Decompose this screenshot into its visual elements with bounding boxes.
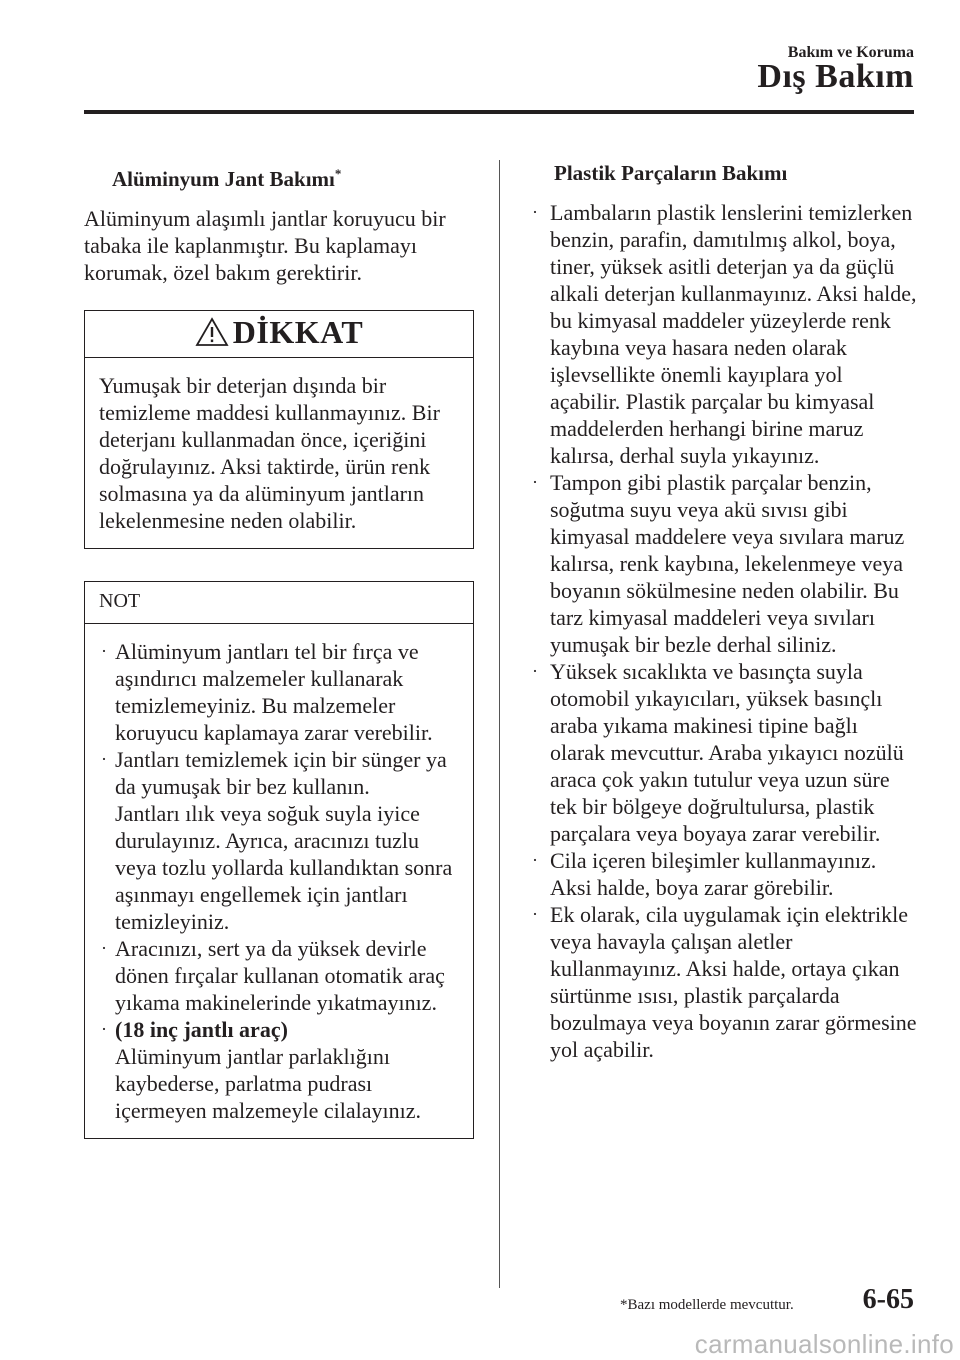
note-item: · Aracınızı, sert ya da yüksek devirle dönen fırçalar kullanan otomatik araç yıkama makinelerinde yıkatmayınız. [101, 936, 445, 1015]
bullet-icon: · [532, 850, 538, 870]
bullet-icon: · [532, 661, 538, 681]
heading-text: Alüminyum Jant Bakımı [112, 167, 335, 191]
list-item: · Tampon gibi plastik parçalar benzin, soğutma suyu veya akü sıvısı gibi kimyasal maddelere veya sıvılara maruz kalırsa, renk kaybına, lekelenmeye veya boyanın sökülmesine neden olabilir. Bu tarz kimyasal maddeleri veya sıvıları yumuşak bir bezle derhal siliniz. [532, 470, 905, 657]
bullet-icon: · [101, 938, 107, 958]
note-item-continuation: Alüminyum jantlar parlaklığını kaybederse, parlatma pudrası içermeyen malzemeyle cilalayınız. [115, 1044, 422, 1123]
list-item: · Ek olarak, cila uygulamak için elektrikle veya havayla çalışan aletler kullanmayınız. Aksi halde, ortaya çıkan sürtünme ısısı, plastik parçalarda bozulmaya veya boyanın zarar görmesine yol açabilir. [532, 902, 917, 1062]
page-title: Dış Bakım [757, 58, 914, 95]
intro-paragraph: Alüminyum alaşımlı jantlar koruyucu bir tabaka ile kaplanmıştır. Bu kaplamayı korumak, özel bakım gerektirir. [84, 206, 446, 285]
list-item: · Lambaların plastik lenslerini temizlerken benzin, parafin, damıtılmış alkol, boya, tiner, yüksek asitli deterjan ya da güçlü alkali deterjan kullanmayınız. Aksi halde, bu kimyasal maddeler yüzeylerde renk kaybına veya hasara neden olarak işlevsellikte önemli kayıplara yol açabilir. Plastik parçalar bu kimyasal maddelerden herhangi birine maruz kalırsa, derhal suyla yıkayınız. [532, 200, 917, 468]
section-heading-plastic-parts: Plastik Parçaların Bakımı [554, 161, 788, 185]
bullet-icon: · [101, 749, 107, 769]
note-item: · Alüminyum jantları tel bir fırça ve aşındırıcı malzemeler kullanarak temizlemeyiniz. Bu malzemeler koruyucu kaplamaya zarar verebilir. [101, 639, 433, 745]
caution-header [85, 311, 473, 358]
bullet-icon: · [532, 202, 538, 222]
note-item-continuation: Jantları ılık veya soğuk suyla iyice durulayınız. Ayrıca, aracınızı tuzlu veya tozlu yollarda kullandıktan sonra aşınmayı engellemek için jantları temizleyiniz. [115, 801, 453, 934]
section-label: Bakım ve Koruma [787, 44, 914, 61]
watermark: carmanualsonline.info [694, 1329, 954, 1359]
page-number: 6-65 [862, 1284, 914, 1315]
list-item: · Yüksek sıcaklıkta ve basınçta suyla otomobil yıkayıcıları, yüksek basınçlı araba yıkama makinesi tipine bağlı olarak mevcuttur. Araba yıkayıcı nozülü araca çok yakın tutulur veya uzun süre tek bir bölgeye doğrultulursa, plastik parçalara veya boyaya zarar verebilir. [532, 659, 904, 846]
left-column [84, 160, 474, 1171]
header-divider [84, 110, 914, 114]
note-box [84, 581, 474, 1139]
section-heading-aluminium-wheel [112, 160, 474, 193]
bullet-icon: · [532, 904, 538, 924]
caution-text: Yumuşak bir deterjan dışında bir temizleme maddesi kullanmayınız. Bir deterjanı kullanmadan önce, içeriğini doğrulayınız. Aksi taktirde, ürün renk solmasına ya da alüminyum jantların lekelenmesine neden olabilir. [99, 373, 440, 533]
list-item: · Cila içeren bileşimler kullanmayınız. Aksi halde, boya zarar görebilir. [532, 848, 877, 900]
bullet-icon: · [101, 1019, 107, 1039]
warning-triangle-icon [195, 317, 229, 347]
caution-title: DİKKAT [232, 313, 364, 350]
caution-box [84, 310, 474, 549]
note-body [85, 624, 473, 1138]
note-item: · Jantları temizlemek için bir sünger ya da yumuşak bir bez kullanın. Jantları ılık veya soğuk suyla iyice durulayınız. Ayrıca, aracınızı tuzlu veya tozlu yollarda kullandıktan sonra aşınmayı engellemek için jantları temizleyiniz. [99, 746, 461, 935]
footnote: *Bazı modellerde mevcuttur. [620, 1297, 794, 1313]
note-item [99, 1016, 461, 1124]
footnote-mark: * [334, 166, 342, 181]
note-header: NOT [85, 582, 473, 624]
bullet-icon: · [101, 641, 107, 661]
right-column [526, 160, 918, 1063]
note-item-condition: (18 inç jantlı araç) [115, 1017, 288, 1042]
column-divider [499, 160, 500, 1288]
note-list [99, 638, 461, 1124]
plastic-care-list [526, 199, 918, 1063]
bullet-icon: · [532, 472, 538, 492]
